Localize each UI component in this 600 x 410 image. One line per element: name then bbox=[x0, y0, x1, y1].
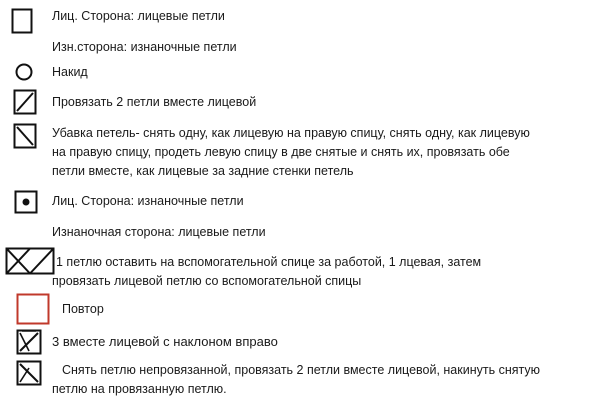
legend-text-3-1: на правую спицу, продеть левую спицу в две снятые и снять их, провязать обе bbox=[52, 145, 510, 159]
legend-text-7-0: 3 вместе лицевой с наклоном вправо bbox=[52, 334, 278, 349]
legend-text-3-0: Убавка петель- снять одну, как лицевую на правую спицу, снять одну, как лицевую bbox=[52, 126, 530, 140]
legend-text-8-0: Снять петлю непровязанной, провязать 2 петли вместе лицевой, накинуть снятую bbox=[62, 363, 540, 377]
legend-text-5-1: провязать лицевой петлю со вспомогательной спицы bbox=[52, 274, 362, 288]
empty-square-icon bbox=[11, 8, 33, 34]
legend-text-0-0: Лиц. Сторона: лицевые петли bbox=[52, 9, 225, 23]
legend-text-8-1: петлю на провязанную петлю. bbox=[52, 382, 227, 396]
cable-cross-icon bbox=[5, 247, 55, 275]
legend-text-6-0: Повтор bbox=[62, 302, 104, 316]
legend-text-0-1: Изн.сторона: изнаночные петли bbox=[52, 40, 237, 54]
slash-right-square-icon bbox=[13, 89, 37, 115]
legend-text-3-2: петли вместе, как лицевые за задние стенки петель bbox=[52, 164, 354, 178]
slash-left-square-icon bbox=[13, 123, 37, 149]
circle-icon bbox=[14, 62, 34, 82]
legend-text-1-0: Накид bbox=[52, 65, 88, 79]
legend-text-5-0: 1 петлю оставить на вспомогательной спице за работой, 1 лцевая, затем bbox=[56, 255, 482, 269]
legend-text-4-0: Лиц. Сторона: изнаночные петли bbox=[52, 194, 244, 208]
legend-text-4-1: Изнаночная сторона: лицевые петли bbox=[52, 225, 266, 239]
repeat-square-icon bbox=[16, 293, 50, 325]
legend-text-2-0: Провязать 2 петли вместе лицевой bbox=[52, 95, 257, 109]
slip-knit-pass-icon bbox=[16, 360, 42, 386]
three-together-right-icon bbox=[16, 329, 42, 355]
dot-square-icon bbox=[14, 190, 38, 214]
